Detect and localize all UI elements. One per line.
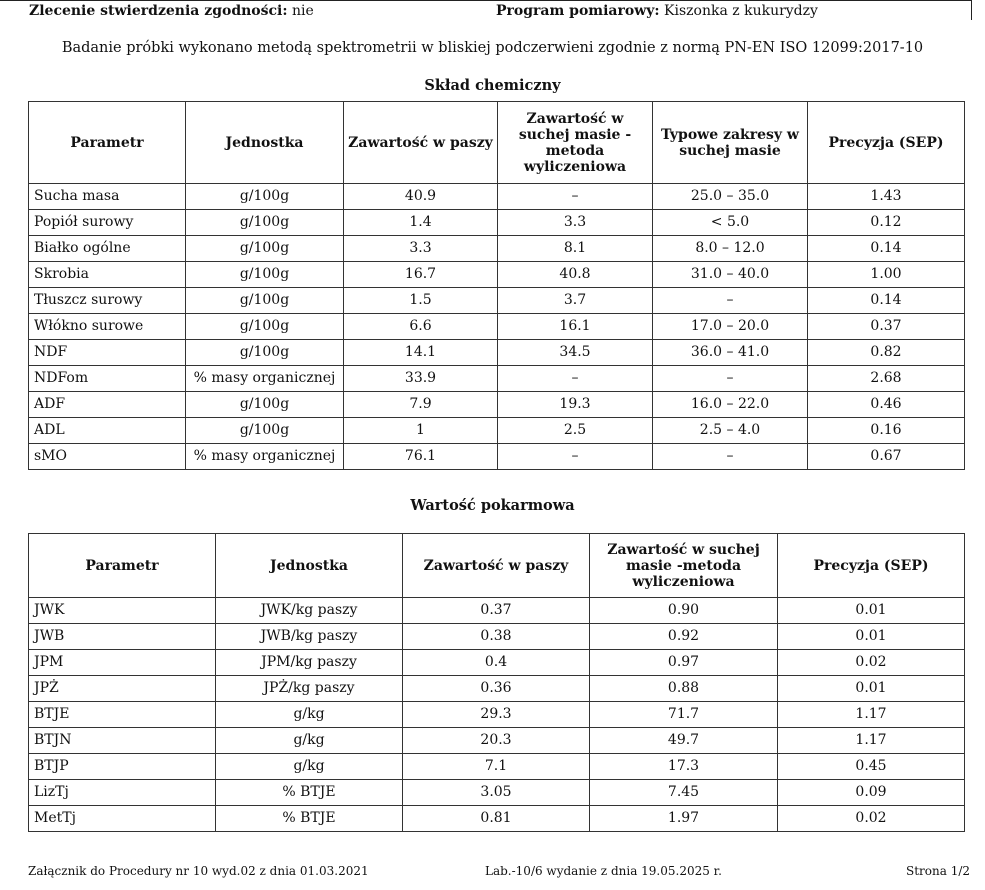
- cell-zakresy: < 5.0: [653, 210, 808, 236]
- cell-parametr: JPM: [29, 650, 216, 676]
- cell-jednostka: g/100g: [186, 392, 344, 418]
- cell-precyzja: 0.67: [808, 444, 965, 470]
- cell-parametr: BTJE: [29, 702, 216, 728]
- cell-parametr: BTJN: [29, 728, 216, 754]
- cell-precyzja: 0.02: [778, 806, 965, 832]
- cell-parametr: JWB: [29, 624, 216, 650]
- cell-precyzja: 0.02: [778, 650, 965, 676]
- cell-parametr: JPŻ: [29, 676, 216, 702]
- sklad-header-parametr: Parametr: [29, 102, 186, 184]
- cell-zawartosc: 0.36: [403, 676, 590, 702]
- sklad-header-sucha-masa: Zawartość w suchej masie -metoda wyliczeniowa: [498, 102, 653, 184]
- cell-precyzja: 1.00: [808, 262, 965, 288]
- cell-zawartosc: 3.3: [344, 236, 498, 262]
- cell-precyzja: 0.46: [808, 392, 965, 418]
- cell-jednostka: JPM/kg paszy: [216, 650, 403, 676]
- cell-sucha-masa: 34.5: [498, 340, 653, 366]
- sklad-header-zakresy: Typowe zakresy w suchej masie: [653, 102, 808, 184]
- footer-edition: Lab.-10/6 wydanie z dnia 19.05.2025 r.: [485, 864, 722, 878]
- cell-parametr: ADL: [29, 418, 186, 444]
- cell-jednostka: g/100g: [186, 314, 344, 340]
- cell-jednostka: g/kg: [216, 728, 403, 754]
- cell-zawartosc: 1.5: [344, 288, 498, 314]
- table-row: [29, 392, 965, 418]
- table-row: [29, 314, 965, 340]
- wartosc-pokarmowa-table: [28, 533, 965, 832]
- cell-sucha-masa: 16.1: [498, 314, 653, 340]
- cell-parametr: JWK: [29, 598, 216, 624]
- cell-sucha-masa: 0.88: [590, 676, 778, 702]
- cell-zawartosc: 3.05: [403, 780, 590, 806]
- cell-parametr: ADF: [29, 392, 186, 418]
- cell-zakresy: 36.0 – 41.0: [653, 340, 808, 366]
- cell-jednostka: g/100g: [186, 418, 344, 444]
- cell-precyzja: 0.16: [808, 418, 965, 444]
- cell-zawartosc: 0.38: [403, 624, 590, 650]
- cell-jednostka: JWB/kg paszy: [216, 624, 403, 650]
- cell-zakresy: –: [653, 366, 808, 392]
- cell-parametr: MetTj: [29, 806, 216, 832]
- wartosc-table-body: [29, 598, 965, 832]
- table-row: [29, 702, 965, 728]
- footer-page-number: Strona 1/2: [906, 864, 971, 878]
- cell-precyzja: 1.17: [778, 728, 965, 754]
- program-label: Program pomiarowy:: [496, 3, 660, 19]
- cell-zawartosc: 33.9: [344, 366, 498, 392]
- cell-zakresy: 31.0 – 40.0: [653, 262, 808, 288]
- zlecenie-value: nie: [291, 3, 314, 19]
- cell-sucha-masa: 8.1: [498, 236, 653, 262]
- sklad-table-body: [29, 184, 965, 470]
- cell-jednostka: g/100g: [186, 340, 344, 366]
- table-row: [29, 288, 965, 314]
- cell-zawartosc: 0.4: [403, 650, 590, 676]
- table-row: [29, 728, 965, 754]
- cell-precyzja: 1.43: [808, 184, 965, 210]
- cell-jednostka: g/100g: [186, 184, 344, 210]
- cell-precyzja: 0.37: [808, 314, 965, 340]
- cell-precyzja: 0.12: [808, 210, 965, 236]
- cell-sucha-masa: 7.45: [590, 780, 778, 806]
- cell-jednostka: g/kg: [216, 702, 403, 728]
- cell-sucha-masa: –: [498, 184, 653, 210]
- wartosc-header-parametr: Parametr: [29, 534, 216, 598]
- cell-sucha-masa: 3.3: [498, 210, 653, 236]
- table-row: [29, 236, 965, 262]
- cell-zawartosc: 40.9: [344, 184, 498, 210]
- table-row: [29, 366, 965, 392]
- cell-parametr: Popiół surowy: [29, 210, 186, 236]
- footer-procedure: Załącznik do Procedury nr 10 wyd.02 z dnia 01.03.2021: [28, 864, 369, 878]
- wartosc-header-precyzja: Precyzja (SEP): [778, 534, 965, 598]
- cell-zawartosc: 0.37: [403, 598, 590, 624]
- zlecenie-field: [29, 3, 314, 19]
- zlecenie-label: Zlecenie stwierdzenia zgodności:: [29, 3, 288, 19]
- cell-parametr: Tłuszcz surowy: [29, 288, 186, 314]
- cell-zawartosc: 1.4: [344, 210, 498, 236]
- program-field: [496, 3, 818, 19]
- cell-zakresy: 17.0 – 20.0: [653, 314, 808, 340]
- cell-zawartosc: 29.3: [403, 702, 590, 728]
- cell-sucha-masa: –: [498, 366, 653, 392]
- cell-jednostka: g/100g: [186, 288, 344, 314]
- cell-zakresy: 25.0 – 35.0: [653, 184, 808, 210]
- table-row: [29, 624, 965, 650]
- cell-jednostka: % BTJE: [216, 780, 403, 806]
- cell-zawartosc: 76.1: [344, 444, 498, 470]
- cell-precyzja: 0.14: [808, 288, 965, 314]
- cell-sucha-masa: –: [498, 444, 653, 470]
- cell-sucha-masa: 3.7: [498, 288, 653, 314]
- cell-zawartosc: 20.3: [403, 728, 590, 754]
- cell-sucha-masa: 49.7: [590, 728, 778, 754]
- cell-zawartosc: 1: [344, 418, 498, 444]
- table-row: [29, 418, 965, 444]
- cell-precyzja: 0.01: [778, 676, 965, 702]
- cell-precyzja: 0.01: [778, 598, 965, 624]
- cell-jednostka: % masy organicznej: [186, 444, 344, 470]
- cell-zakresy: –: [653, 444, 808, 470]
- cell-parametr: Białko ogólne: [29, 236, 186, 262]
- cell-zakresy: 8.0 – 12.0: [653, 236, 808, 262]
- cell-jednostka: % masy organicznej: [186, 366, 344, 392]
- table-row: [29, 598, 965, 624]
- cell-precyzja: 0.14: [808, 236, 965, 262]
- cell-precyzja: 0.45: [778, 754, 965, 780]
- cell-precyzja: 0.82: [808, 340, 965, 366]
- cell-sucha-masa: 0.90: [590, 598, 778, 624]
- program-value: Kiszonka z kukurydzy: [664, 3, 818, 19]
- cell-parametr: NDFom: [29, 366, 186, 392]
- cell-zakresy: 2.5 – 4.0: [653, 418, 808, 444]
- table-row: [29, 210, 965, 236]
- cell-precyzja: 1.17: [778, 702, 965, 728]
- sklad-header-precyzja: Precyzja (SEP): [808, 102, 965, 184]
- cell-parametr: LizTj: [29, 780, 216, 806]
- table-row: [29, 806, 965, 832]
- table-row: [29, 262, 965, 288]
- wartosc-header-jednostka: Jednostka: [216, 534, 403, 598]
- wartosc-header-sucha-masa: Zawartość w suchej masie -metoda wyliczeniowa: [590, 534, 778, 598]
- cell-sucha-masa: 71.7: [590, 702, 778, 728]
- cell-jednostka: JPŻ/kg paszy: [216, 676, 403, 702]
- wartosc-title: Wartość pokarmowa: [410, 497, 575, 514]
- table-row: [29, 340, 965, 366]
- cell-zawartosc: 16.7: [344, 262, 498, 288]
- cell-zakresy: –: [653, 288, 808, 314]
- top-right-border-line: [971, 0, 972, 20]
- method-statement: Badanie próbki wykonano metodą spektrometrii w bliskiej podczerwieni zgodnie z normą PN-EN ISO 12099:2017-10: [61, 40, 924, 56]
- cell-parametr: NDF: [29, 340, 186, 366]
- cell-zakresy: 16.0 – 22.0: [653, 392, 808, 418]
- cell-zawartosc: 0.81: [403, 806, 590, 832]
- cell-sucha-masa: 40.8: [498, 262, 653, 288]
- wartosc-header-row: [29, 534, 965, 598]
- sklad-header-row: [29, 102, 965, 184]
- cell-sucha-masa: 0.92: [590, 624, 778, 650]
- cell-parametr: sMO: [29, 444, 186, 470]
- cell-sucha-masa: 2.5: [498, 418, 653, 444]
- cell-parametr: BTJP: [29, 754, 216, 780]
- cell-jednostka: g/kg: [216, 754, 403, 780]
- cell-zawartosc: 7.9: [344, 392, 498, 418]
- cell-zawartosc: 7.1: [403, 754, 590, 780]
- table-row: [29, 650, 965, 676]
- cell-precyzja: 2.68: [808, 366, 965, 392]
- cell-sucha-masa: 19.3: [498, 392, 653, 418]
- cell-sucha-masa: 17.3: [590, 754, 778, 780]
- sklad-header-zawartosc: Zawartość w paszy: [344, 102, 498, 184]
- top-border-line: [0, 0, 972, 1]
- cell-jednostka: JWK/kg paszy: [216, 598, 403, 624]
- table-row: [29, 676, 965, 702]
- sklad-title: Skład chemiczny: [424, 77, 561, 94]
- cell-parametr: Skrobia: [29, 262, 186, 288]
- cell-sucha-masa: 0.97: [590, 650, 778, 676]
- cell-zawartosc: 6.6: [344, 314, 498, 340]
- cell-zawartosc: 14.1: [344, 340, 498, 366]
- cell-jednostka: g/100g: [186, 210, 344, 236]
- sklad-chemiczny-table: [28, 101, 965, 470]
- cell-precyzja: 0.01: [778, 624, 965, 650]
- table-row: [29, 184, 965, 210]
- cell-parametr: Włókno surowe: [29, 314, 186, 340]
- cell-jednostka: g/100g: [186, 236, 344, 262]
- sklad-header-jednostka: Jednostka: [186, 102, 344, 184]
- table-row: [29, 754, 965, 780]
- cell-jednostka: % BTJE: [216, 806, 403, 832]
- cell-precyzja: 0.09: [778, 780, 965, 806]
- cell-sucha-masa: 1.97: [590, 806, 778, 832]
- wartosc-header-zawartosc: Zawartość w paszy: [403, 534, 590, 598]
- table-row: [29, 444, 965, 470]
- cell-jednostka: g/100g: [186, 262, 344, 288]
- cell-parametr: Sucha masa: [29, 184, 186, 210]
- table-row: [29, 780, 965, 806]
